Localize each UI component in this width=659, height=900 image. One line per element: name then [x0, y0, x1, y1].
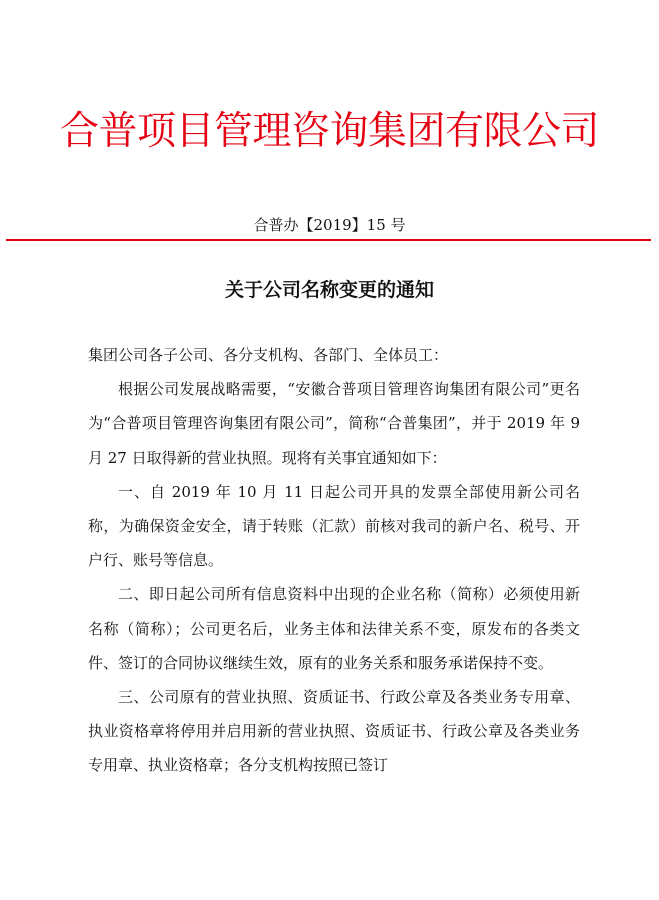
document-number: 合普办【2019】15 号	[253, 216, 406, 234]
notice-title: 关于公司名称变更的通知	[224, 279, 434, 301]
paragraph-item-1: 一、自 2019 年 10 月 11 日起公司开具的发票全部使用新公司名称，为确保资金安全，请于转账（汇款）前核对我司的新户名、税号、开户行、账号等信息。	[88, 482, 580, 570]
notice-body	[88, 338, 580, 783]
paragraph-intro: 根据公司发展战略需要，“安徽合普项目管理咨询集团有限公司”更名为“合普项目管理咨询集团有限公司”，简称“合普集团”，并于 2019 年 9 月 27 日取得新的营业执照。现将有关事宜通知如下：	[88, 380, 580, 467]
red-divider-line	[6, 239, 651, 241]
salutation: 集团公司各子公司、各分支机构、各部门、全体员工：	[88, 346, 449, 364]
organization-header: 合普项目管理咨询集团有限公司	[59, 109, 599, 154]
paragraph-item-3: 三、公司原有的营业执照、资质证书、行政公章及各类业务专用章、执业资格章将停用并启用新的营业执照、资质证书、行政公章及各类业务专用章、执业资格章；各分支机构按照已签订	[88, 688, 580, 775]
paragraph-item-2: 二、即日起公司所有信息资料中出现的企业名称（简称）必须使用新名称（简称）；公司更名后，业务主体和法律关系不变，原发布的各类文件、签订的合同协议继续生效，原有的业务关系和服务承诺保持不变。	[88, 585, 580, 672]
